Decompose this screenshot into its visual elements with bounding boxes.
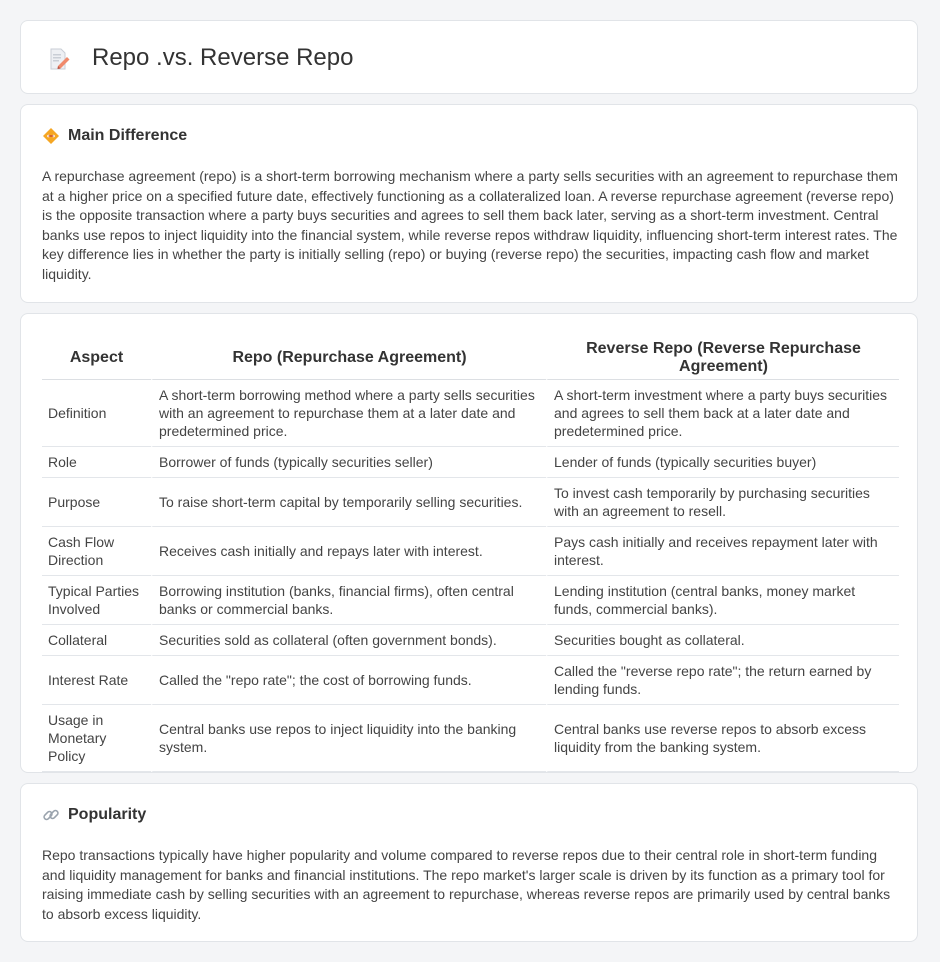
popularity-heading: Popularity [68, 806, 147, 823]
cell-reverse-repo: Securities bought as collateral. [546, 625, 899, 656]
link-icon [42, 806, 60, 824]
cell-aspect: Purpose [42, 478, 151, 527]
cell-reverse-repo: Called the "reverse repo rate"; the return earned by lending funds. [546, 656, 899, 705]
cell-aspect: Collateral [42, 625, 151, 656]
comparison-card [20, 313, 918, 773]
header-reverse-repo: Reverse Repo (Reverse Repurchase Agreement) [546, 336, 899, 380]
cell-repo: Borrower of funds (typically securities seller) [151, 447, 546, 478]
cell-repo: Central banks use repos to inject liquidity into the banking system. [151, 705, 546, 772]
main-difference-heading: Main Difference [68, 127, 188, 144]
cell-repo: Receives cash initially and repays later with interest. [151, 527, 546, 576]
table-row [42, 447, 899, 478]
popularity-text: Repo transactions typically have higher popularity and volume compared to reverse repos due to their central role in short-term funding and liquidity management for banks and financial institutions. The repo market's larger scale is driven by its function as a primary tool for raising immediate cash by selling securities with an agreement to repurchase, whereas reverse repos are primarily used by central banks to absorb excess liquidity. [42, 847, 891, 922]
cell-aspect: Cash Flow Direction [42, 527, 151, 576]
main-difference-header [42, 127, 187, 145]
cell-aspect: Typical Parties Involved [42, 576, 151, 625]
cell-reverse-repo: To invest cash temporarily by purchasing securities with an agreement to resell. [546, 478, 899, 527]
cell-reverse-repo: Lending institution (central banks, money market funds, commercial banks). [546, 576, 899, 625]
cell-aspect: Interest Rate [42, 656, 151, 705]
comparison-table [42, 336, 899, 772]
diamond-badge-icon [42, 127, 60, 145]
header-aspect: Aspect [42, 336, 151, 380]
cell-repo: A short-term borrowing method where a party sells securities with an agreement to repurchase them at a later date and predetermined price. [151, 380, 546, 447]
cell-aspect: Usage in Monetary Policy [42, 705, 151, 772]
main-difference-text: A repurchase agreement (repo) is a short-term borrowing mechanism where a party sells securities with an agreement to repurchase them at a higher price on a specified future date, effectively functioning as a collateralized loan. A reverse repurchase agreement (reverse repo) is the opposite transaction where a party buys securities and agrees to sell them back later, serving as a short-term investment. Central banks use repos to inject liquidity into the financial system, while reverse repos withdraw liquidity, influencing short-term interest rates. The key difference lies in whether the party is initially selling (repo) or buying (reverse repo) the securities, impacting cash flow and market liquidity. [42, 168, 898, 282]
cell-reverse-repo: A short-term investment where a party buys securities and agrees to sell them back at a later date and predetermined price. [546, 380, 899, 447]
table-row [42, 656, 899, 705]
table-row [42, 625, 899, 656]
header-repo: Repo (Repurchase Agreement) [151, 336, 546, 380]
table-row [42, 576, 899, 625]
cell-repo: Called the "repo rate"; the cost of borrowing funds. [151, 656, 546, 705]
table-header-row [42, 336, 899, 380]
table-row [42, 527, 899, 576]
cell-reverse-repo: Central banks use reverse repos to absorb excess liquidity from the banking system. [546, 705, 899, 772]
popularity-card [20, 783, 918, 942]
cell-aspect: Role [42, 447, 151, 478]
title-card [20, 20, 918, 94]
cell-aspect: Definition [42, 380, 151, 447]
table-row [42, 380, 899, 447]
cell-reverse-repo: Pays cash initially and receives repayment later with interest. [546, 527, 899, 576]
cell-repo: Borrowing institution (banks, financial firms), often central banks or commercial banks. [151, 576, 546, 625]
cell-reverse-repo: Lender of funds (typically securities buyer) [546, 447, 899, 478]
document-pencil-icon [47, 47, 71, 71]
page-title: Repo .vs. Reverse Repo [92, 44, 354, 71]
table-row [42, 705, 899, 772]
popularity-header [42, 806, 146, 824]
table-row [42, 478, 899, 527]
cell-repo: Securities sold as collateral (often government bonds). [151, 625, 546, 656]
cell-repo: To raise short-term capital by temporarily selling securities. [151, 478, 546, 527]
main-difference-card [20, 104, 918, 303]
